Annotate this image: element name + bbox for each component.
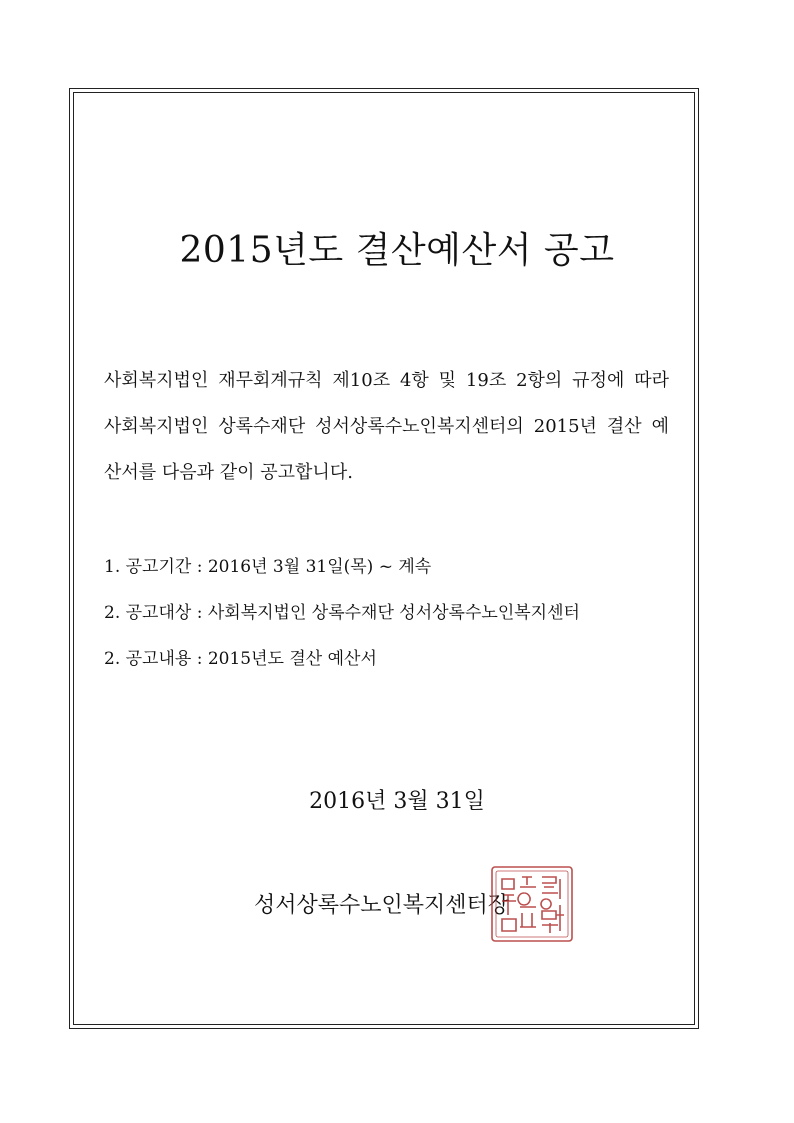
body-line-3: 산서를 다음과 같이 공고합니다. (104, 462, 353, 483)
body-line-2: 사회복지법인 상록수재단 성서상록수노인복지센터의 2015년 결산 예 (104, 416, 669, 437)
notice-date: 2016년 3월 31일 (309, 789, 485, 814)
body-line-1: 사회복지법인 재무회계규칙 제10조 4항 및 19조 2항의 규정에 따라 (104, 370, 669, 391)
item-content: 2. 공고내용 : 2015년도 결산 예산서 (104, 649, 377, 669)
item-target: 2. 공고대상 : 사회복지법인 상록수재단 성서상록수노인복지센터 (104, 603, 580, 623)
official-seal-icon (490, 865, 574, 943)
document-title: 2015년도 결산예산서 공고 (179, 230, 615, 271)
signer-name: 성서상록수노인복지센터장 (254, 893, 510, 918)
item-period: 1. 공고기간 : 2016년 3월 31일(목) ~ 계속 (104, 557, 432, 577)
notice-items (104, 544, 580, 682)
notice-body (104, 358, 669, 496)
